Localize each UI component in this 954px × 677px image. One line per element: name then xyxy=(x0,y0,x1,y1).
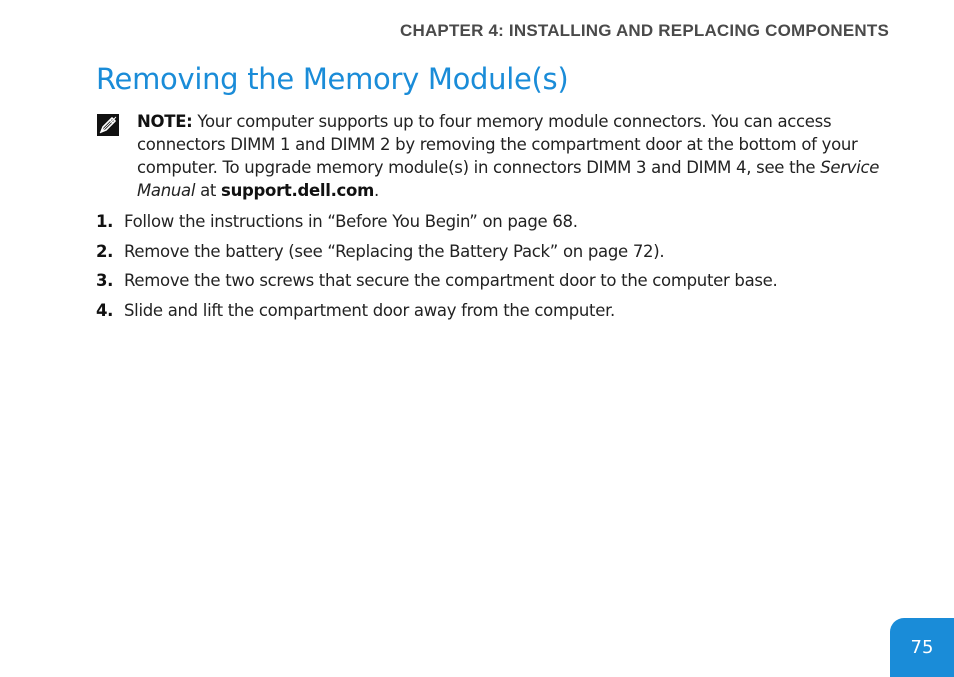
step-item xyxy=(96,242,876,272)
note-text-end: . xyxy=(373,181,379,200)
steps-list xyxy=(96,212,876,330)
step-item xyxy=(96,271,876,301)
step-text: Remove the two screws that secure the compartment door to the computer base. xyxy=(124,271,778,290)
step-item xyxy=(96,301,876,331)
support-link[interactable]: support.dell.com xyxy=(221,181,374,200)
note-text-at: at xyxy=(195,181,222,200)
page-title: Removing the Memory Module(s) xyxy=(96,62,569,96)
page-number-badge: 75 xyxy=(890,618,954,677)
service-manual-text: Service Manual xyxy=(137,158,880,200)
step-text: Follow the instructions in “Before You Begin” on page 68. xyxy=(124,212,578,231)
step-number: 4. xyxy=(96,300,114,320)
step-item xyxy=(96,212,876,242)
step-text: Remove the battery (see “Replacing the Battery Pack” on page 72). xyxy=(124,241,665,261)
step-number: 2. xyxy=(96,241,114,261)
note-text: Your computer supports up to four memory module connectors. You can access connectors DIMM 1 and DIMM 2 by removing the compartment door at the bottom of your computer. To upgrade memory module(s) in connectors DIMM 3 and DIMM 4, see the xyxy=(137,112,858,177)
step-number: 1. xyxy=(96,212,114,231)
note-pencil-icon xyxy=(97,114,119,136)
step-text: Slide and lift the compartment door away from the computer. xyxy=(124,300,615,320)
note-label: NOTE: xyxy=(137,112,193,131)
step-number: 3. xyxy=(96,271,114,290)
chapter-header: CHAPTER 4: INSTALLING AND REPLACING COMPONENTS xyxy=(400,21,889,40)
note-block xyxy=(137,110,887,202)
